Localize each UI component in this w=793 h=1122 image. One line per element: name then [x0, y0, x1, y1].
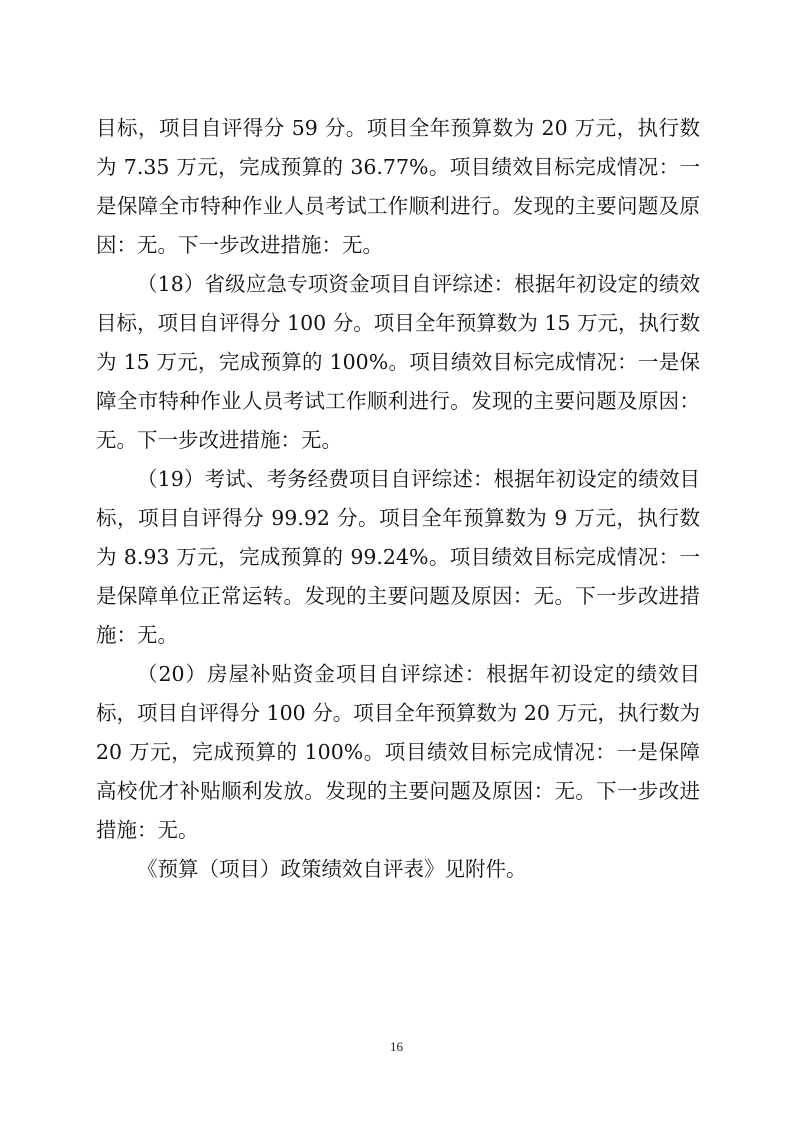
- page-number: 16: [390, 1039, 403, 1054]
- paragraph-attachment-note: 《预算（项目）政策绩效自评表》见附件。: [137, 857, 527, 881]
- paragraph-project-20: （20）房屋补贴资金项目自评综述：根据年初设定的绩效目标，项目自评得分 100 分。项目全年预算数为 20 万元，执行数为 20 万元，完成预算的 100%。项目绩效目标完成情况：一是保障高校优才补贴顺利发放。发现的主要问题及原因：无。下一步改进措施：无。: [96, 662, 700, 842]
- paragraph-project-17-continued: 目标，项目自评得分 59 分。项目全年预算数为 20 万元，执行数为 7.35 万元，完成预算的 36.77%。项目绩效目标完成情况：一是保障全市特种作业人员考试工作顺利进行。发现的主要问题及原因：无。下一步改进措施：无。: [96, 116, 700, 257]
- body-text: [96, 109, 700, 889]
- paragraph-project-19: （19）考试、考务经费项目自评综述：根据年初设定的绩效目标，项目自评得分 99.92 分。项目全年预算数为 9 万元，执行数为 8.93 万元，完成预算的 99.24%。项目绩效目标完成情况：一是保障单位正常运转。发现的主要问题及原因：无。下一步改进措施：无。: [96, 467, 700, 647]
- paragraph-project-18: （18）省级应急专项资金项目自评综述：根据年初设定的绩效目标，项目自评得分 100 分。项目全年预算数为 15 万元，执行数为 15 万元，完成预算的 100%。项目绩效目标完成情况：一是保障全市特种作业人员考试工作顺利进行。发现的主要问题及原因：无。下一步改进措施：无。: [96, 272, 700, 452]
